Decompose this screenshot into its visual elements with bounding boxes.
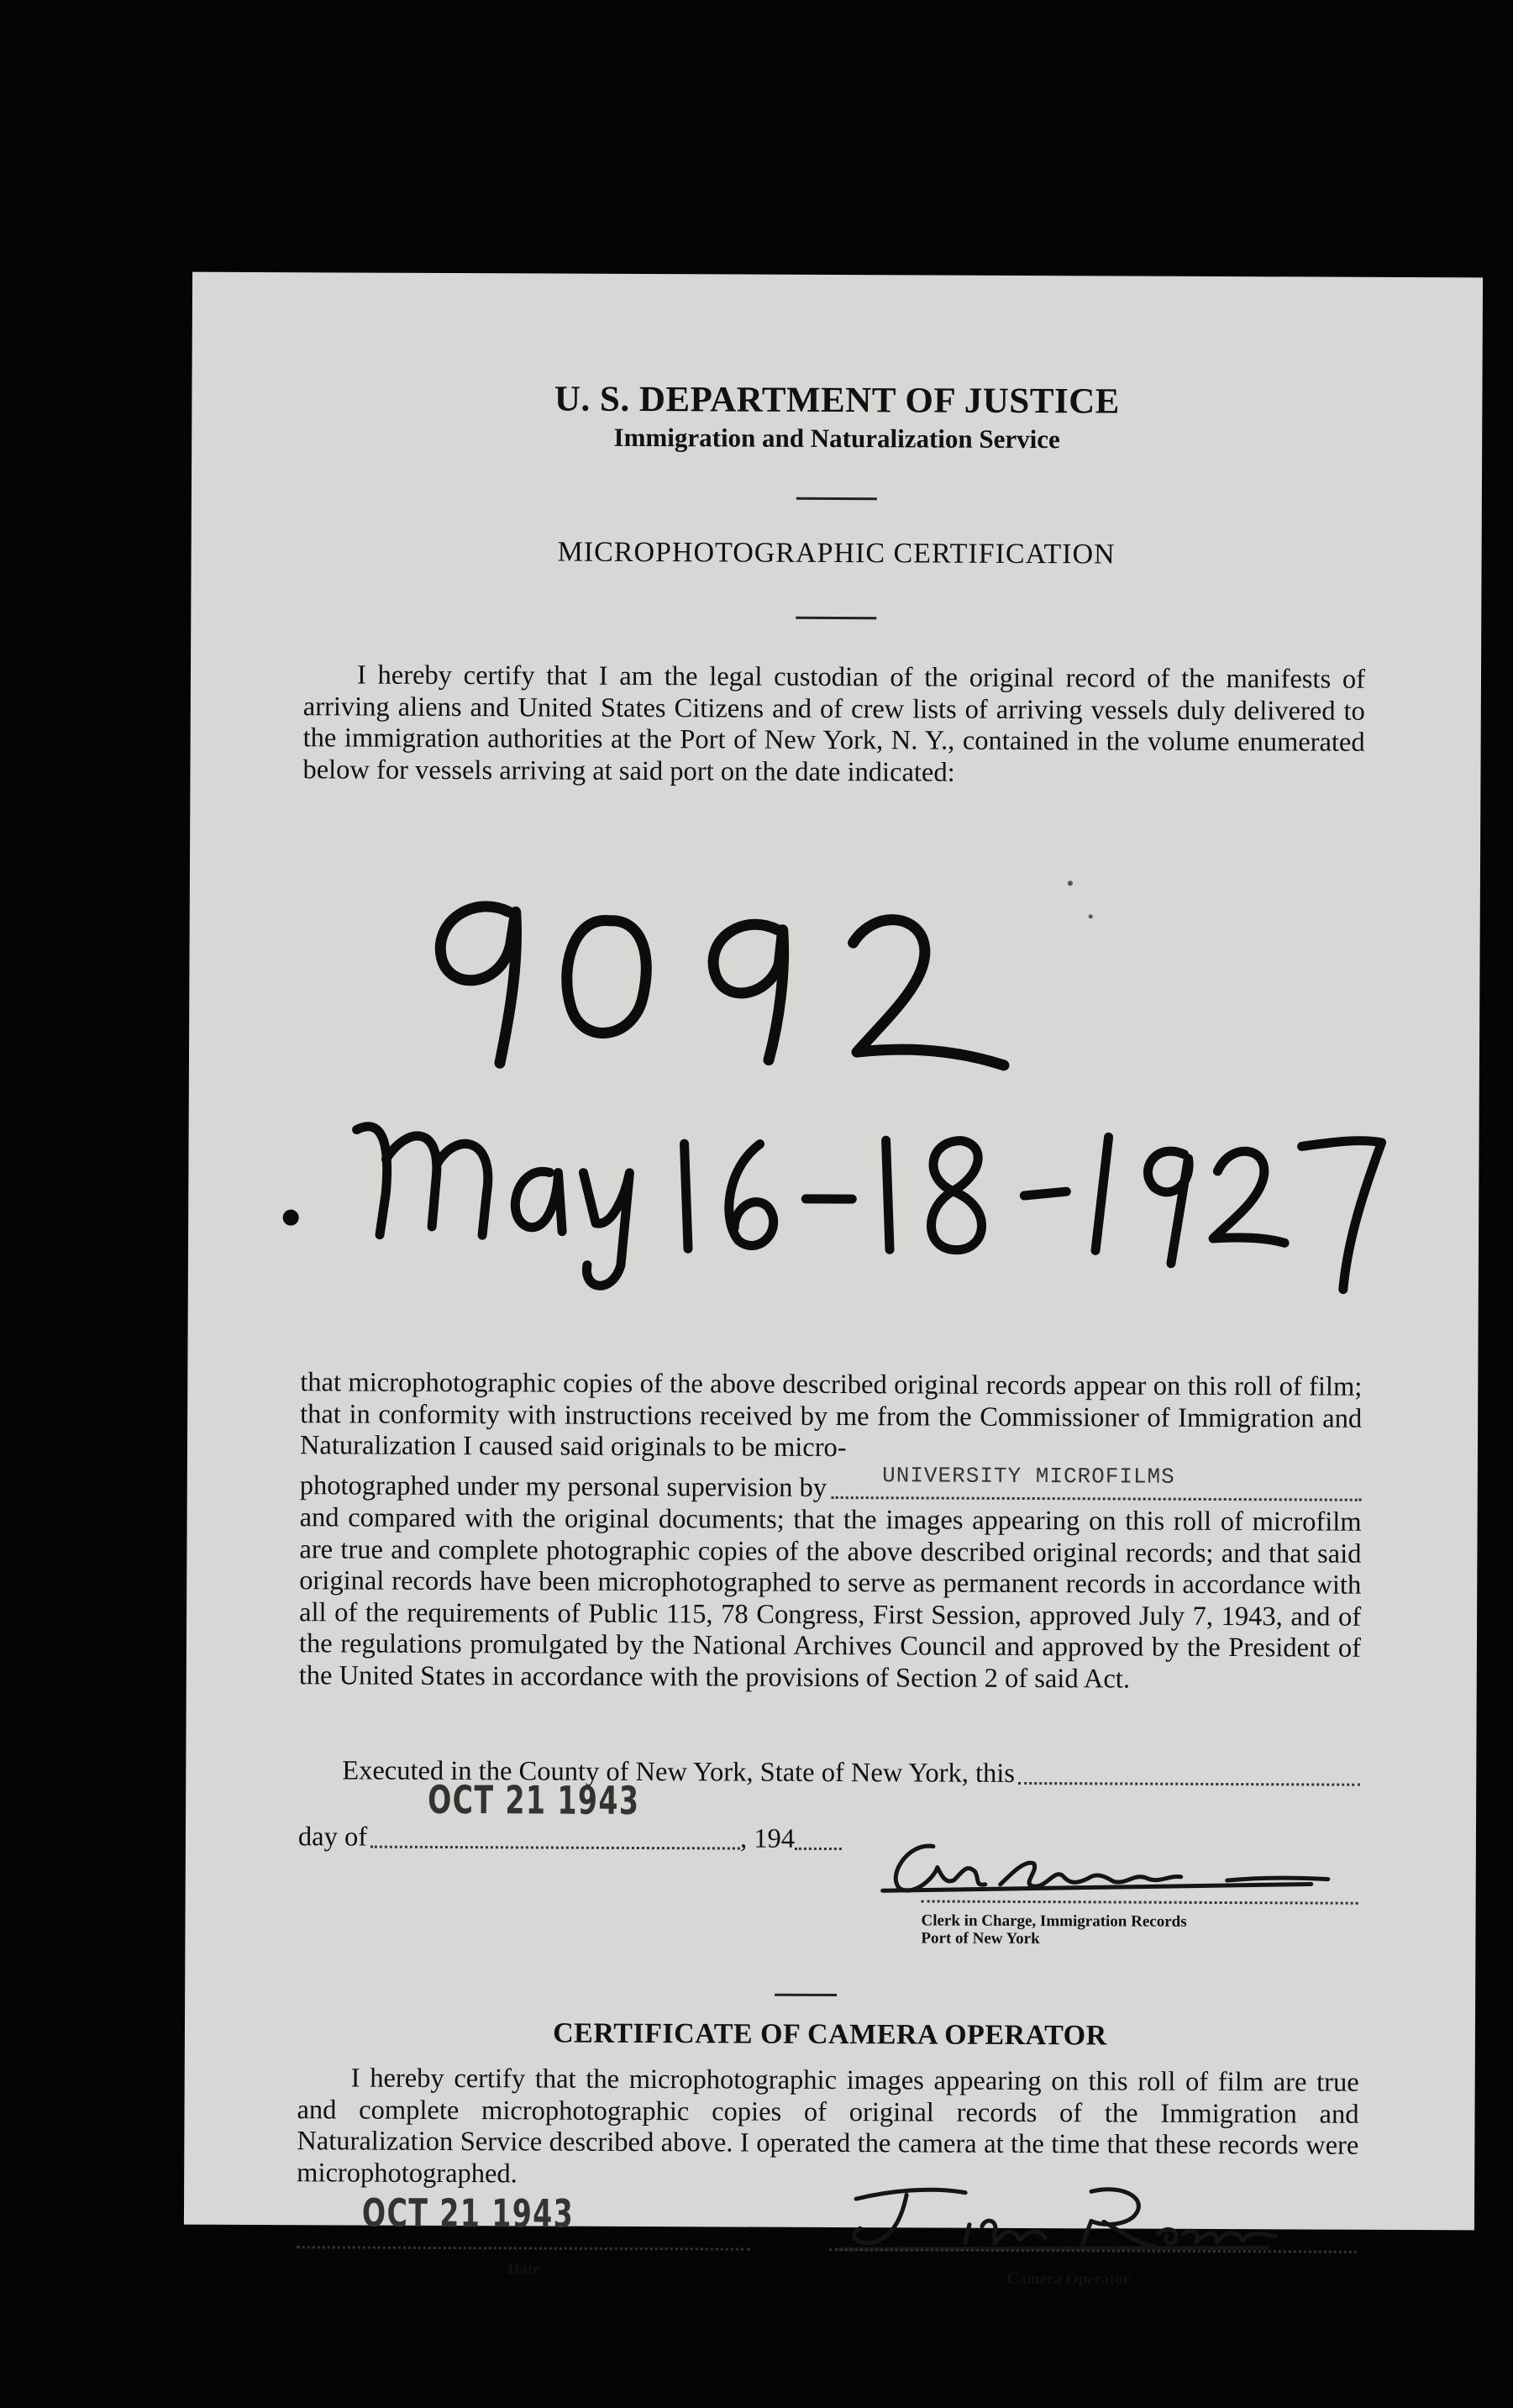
certification-paragraph-a xyxy=(300,1367,1362,1466)
supervision-prefix: photographed under my personal supervision by xyxy=(299,1470,827,1503)
intro-text: I hereby certify that I am the legal custodian of the original record of the manifests of arriving aliens and United States Citizens and of crew lists of arriving vessels duly delivered to the immigration authorities at the Port of New York, N. Y., contained in the volume enumerated below for vessels arriving at said port on the date indicated: xyxy=(302,660,1366,788)
supervisor-typed-name: UNIVERSITY MICROFILMS xyxy=(882,1463,1175,1490)
clerk-signature xyxy=(875,1825,1345,1902)
date-label: Date xyxy=(507,2260,540,2279)
paper-speck xyxy=(1068,881,1073,886)
execution-text: Executed in the County of New York, State of New York, this xyxy=(342,1755,1016,1789)
clerk-signature-line xyxy=(922,1896,1358,1904)
supervision-dotted-line xyxy=(832,1463,1362,1501)
year-dotted-line xyxy=(795,1841,842,1850)
handwritten-volume-number xyxy=(416,878,1022,1074)
camera-certificate-heading: CERTIFICATE OF CAMERA OPERATOR xyxy=(553,2017,1107,2052)
camera-date-stamp: OCT 21 1943 xyxy=(361,2190,575,2237)
paper-speck xyxy=(1089,914,1093,918)
body-text-b: and compared with the original documents; that the images appearing on this roll of microfilm are true and complete photographic copies of the above described original records; and that said original records have been microphotographed to serve as permanent records in accordance with all of the requirements of Public 115, 78 Congress, First Session, approved July 7, 1943, and of the regulations promulgated by the National Archives Council and approved by the President of the United States in accordance with the provisions of Section 2 of said Act. xyxy=(298,1502,1362,1695)
divider xyxy=(796,617,876,619)
clerk-title: Clerk in Charge, Immigration Records xyxy=(921,1911,1187,1931)
certificate-sheet xyxy=(184,272,1483,2289)
operator-label: Camera Operator xyxy=(1006,2269,1130,2289)
divider xyxy=(775,1994,837,1996)
certification-title: MICROPHOTOGRAPHIC CERTIFICATION xyxy=(557,536,1116,570)
intro-paragraph xyxy=(302,660,1365,791)
clerk-title-block xyxy=(921,1911,1186,1948)
year-prefix: , 194 xyxy=(739,1823,796,1854)
day-of-label: day of xyxy=(297,1822,368,1853)
clerk-location: Port of New York xyxy=(921,1929,1040,1948)
certification-paragraph-b xyxy=(299,1502,1362,1696)
handwritten-dates xyxy=(281,1091,1399,1307)
day-of-line xyxy=(298,1817,842,1855)
date-line xyxy=(297,2242,750,2250)
month-dotted-line xyxy=(370,1839,740,1850)
body-text-a: that microphotographic copies of the above described original records appear on this roll of film; that in conformity with instructions received by me from the Commissioner of Immigration and Naturalization I caused said originals to be micro- xyxy=(299,1367,1363,1464)
service-subtitle: Immigration and Naturalization Service xyxy=(613,422,1060,455)
department-title: U. S. DEPARTMENT OF JUSTICE xyxy=(554,379,1121,422)
day-dotted-line xyxy=(1018,1775,1360,1786)
executed-date-stamp: OCT 21 1943 xyxy=(428,1776,640,1823)
divider xyxy=(796,497,877,500)
camera-text: I hereby certify that the microphotographic images appearing on this roll of film are true and complete microphotographic copies of original records of the Immigration and Naturalization Service described above. I operated the camera at the time that these records were microphotographed. xyxy=(297,2063,1359,2189)
supervision-line xyxy=(299,1463,1362,1506)
